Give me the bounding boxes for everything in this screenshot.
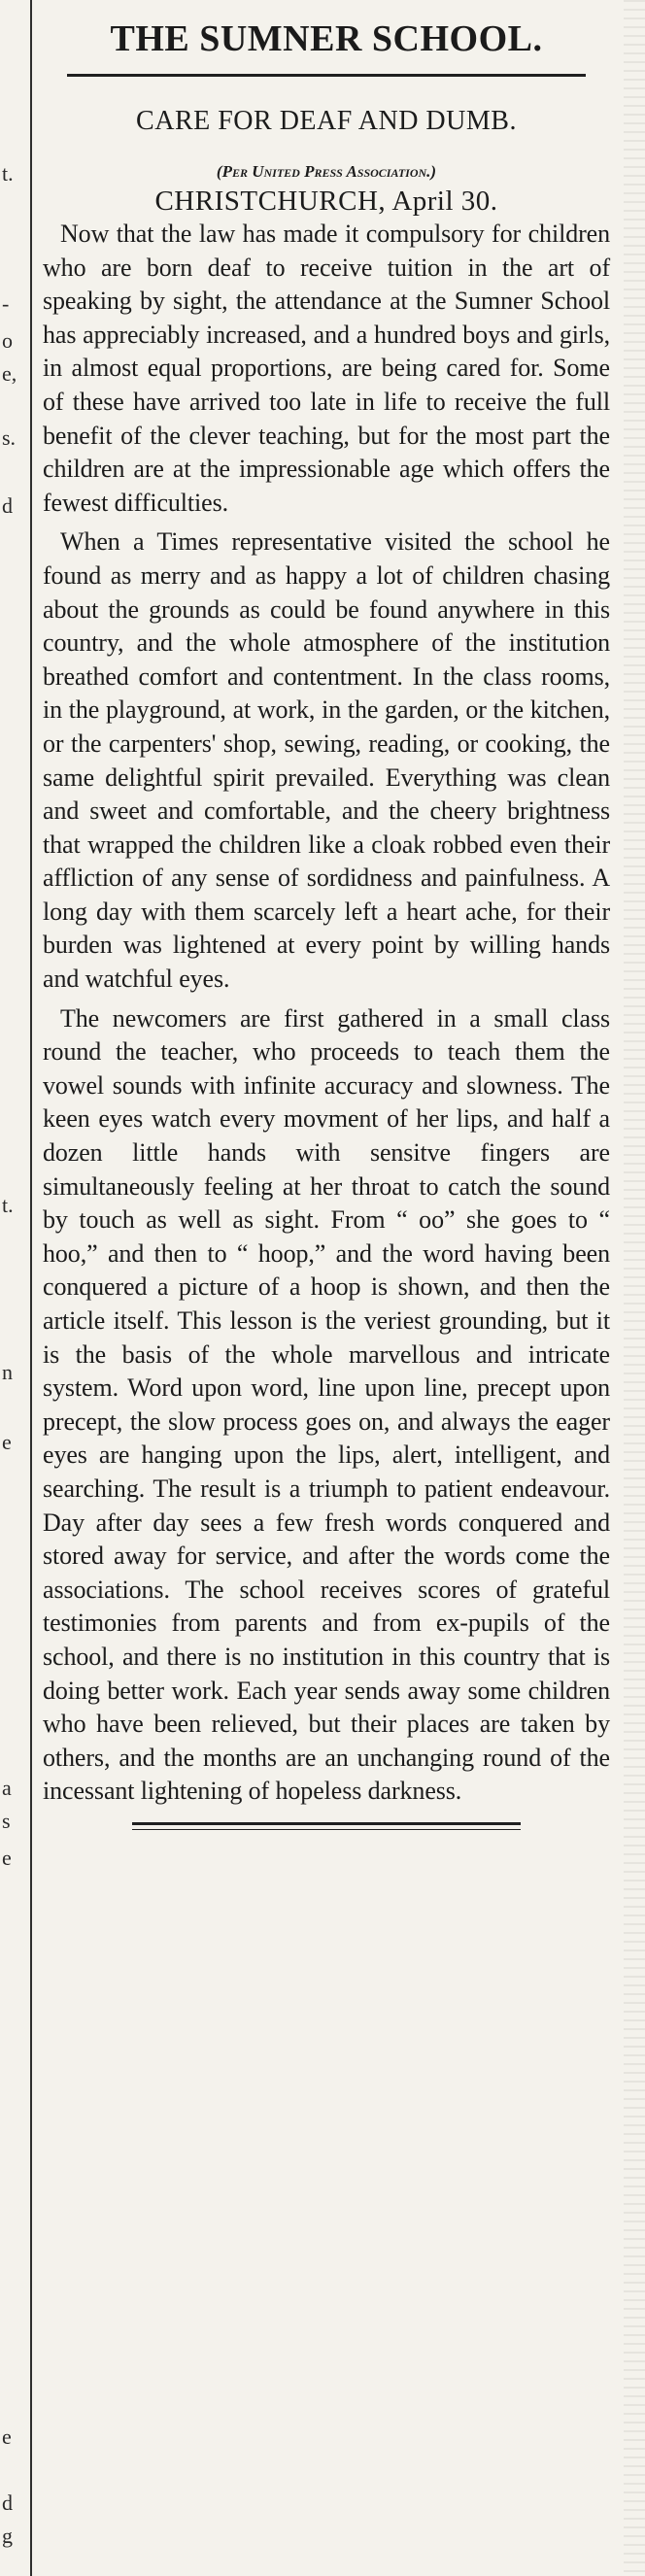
fragment-text: e,: [2, 361, 17, 386]
end-rule-thin: [132, 1829, 521, 1830]
column-divider: [30, 0, 32, 2576]
fragment-text: e: [2, 1846, 12, 1870]
paragraph: Now that the law has made it compulsory for children who are born deaf to receive tuition in the art of speaking by sight, the attendance at the Sumner School has appreciably increased, and a hundred boys and girls, in almost equal proportions, are being cared for. Some of these have arrived too late in life to receive the full benefit of the clever teaching, but for the most part the children are at the impressionable age which offers the fewest difficulties.: [43, 220, 610, 517]
dateline: CHRISTCHURCH, April 30.: [154, 186, 498, 217]
end-rule-thick: [132, 1822, 521, 1825]
fragment-text: e: [2, 2424, 12, 2449]
paragraph: The newcomers are first gathered in a small class round the teacher, who proceeds to teach them the vowel sounds with infinite accuracy and slowness. The keen eyes watch every movment of her lips, and half a dozen little hands with sensitve fingers are simultaneously feeling at her throat to catch the sound by touch as well as sight. From “ oo” she goes to “ hoo,” and then to “ hoop,” and the word having been conquered a picture of a hoop is shown, and then the article itself. This lesson is the veriest grounding, but it is the basis of the whole marvellous and intricate system. Word upon word, line upon line, precept upon precept, the slow process goes on, and always the eager eyes are hanging upon the lips, alert, intelligent, and searching. The result is a triumph to patient endeavour. Day after day sees a few fresh words conquered and stored away for service, and after the words come the associations. The school receives scores of grateful testimonies from parents and from ex-pupils of the school, and there is no institution in this country that is doing better work. Each year sends away some children who have been relieved, but their places are taken by others, and the months are an unchanging round of the incessant lightening of hopeless darkness.: [43, 1003, 610, 1806]
paragraph: When a Times representative visited the school he found as merry and as happy a lot of children chasing about the grounds as could be found anywhere in this country, and the whole atmosphere of the institution breathed comfort and contentment. In the class rooms, in the playground, at work, in the garden, or the kitchen, or the carpenters' shop, sewing, reading, or cooking, the same delightful spirit prevailed. Everything was clean and sweet and comfortable, and the cheery brightness that wrapped the children like a cloak robbed even their affliction of any sense of sordidness and painfulness. A long day with them scarcely left a heart ache, for their burden was lightened at every point by willing hands and watchful eyes.: [43, 527, 610, 994]
fragment-text: o: [2, 328, 13, 353]
page-edge: [624, 0, 645, 2576]
byline: (Per United Press Association.): [216, 162, 437, 181]
fragment-text: s.: [2, 425, 17, 450]
fragment-text: d: [2, 493, 13, 518]
fragment-text: t.: [2, 1193, 14, 1217]
fragment-text: -: [2, 291, 10, 316]
fragment-text: d: [2, 2491, 13, 2515]
fragment-text: e: [2, 1430, 12, 1454]
headline-rule: [67, 74, 586, 77]
adjacent-column-fragments: [0, 0, 21, 2576]
fragment-text: a: [2, 1776, 12, 1800]
headline: THE SUMNER SCHOOL.: [110, 18, 543, 59]
fragment-text: g: [2, 2524, 13, 2548]
fragment-text: n: [2, 1360, 13, 1384]
subheadline: CARE FOR DEAF AND DUMB.: [136, 106, 517, 136]
article: [43, 0, 610, 2576]
fragment-text: t.: [2, 161, 14, 186]
end-rule: [132, 1822, 521, 1830]
fragment-text: s: [2, 1809, 11, 1833]
